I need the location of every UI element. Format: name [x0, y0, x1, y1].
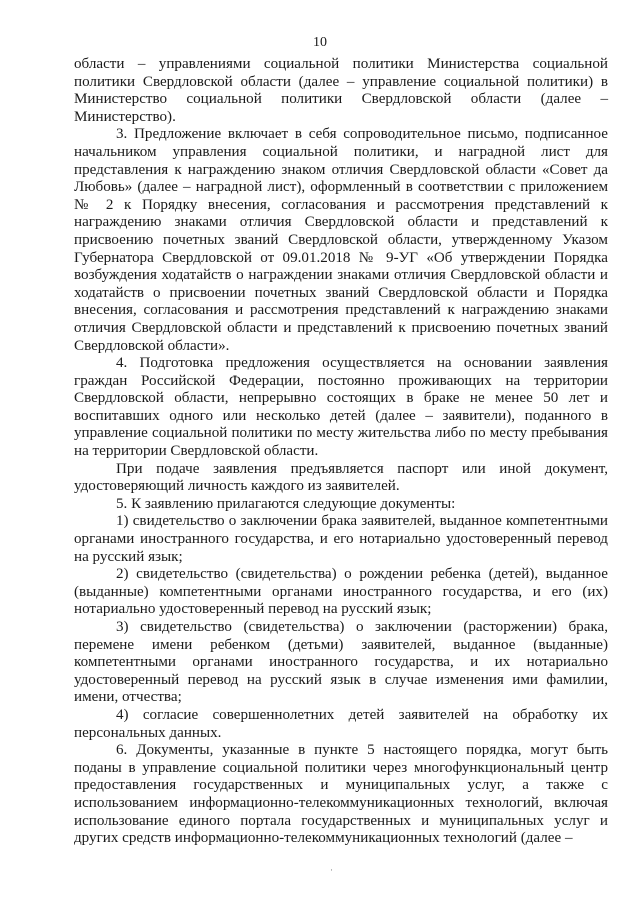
list-item-1: 1) свидетельство о заключении брака заявителей, выданное компетентными органами иностранного государства, и его нотариально удостоверенный перевод на русский язык;: [74, 513, 608, 565]
page-mark-dot: ·: [330, 865, 333, 875]
paragraph-item-6: 6. Документы, указанные в пункте 5 настоящего порядка, могут быть поданы в управление социальной политики через многофункциональный центр предоставления государственных и муниципальных услуг, а также с использованием информационно-телекоммуникационных технологий, включая использование единого портала государственных и муниципальных услуг и других средств информационно-телекоммуникационных технологий (далее –: [74, 742, 608, 847]
paragraph-passport: При подаче заявления предъявляется паспорт или иной документ, удостоверяющий личность каждого из заявителей.: [74, 460, 608, 495]
document-body: [74, 56, 608, 848]
list-item-2: 2) свидетельство (свидетельства) о рождении ребенка (детей), выданное (выданные) компетентными органами иностранного государства, и его (их) нотариально удостоверенный перевод на русский язык;: [74, 566, 608, 618]
paragraph-item-5: 5. К заявлению прилагаются следующие документы:: [116, 495, 456, 512]
list-item-3: 3) свидетельство (свидетельства) о заключении (расторжении) брака, перемене имени ребенком (детьми) заявителей, выданное (выданные) компетентными органами иностранного государства, и их нотариально удостоверенный перевод на русский язык в случае изменения ими фамилии, имени, отчества;: [74, 619, 608, 706]
list-item-4: 4) согласие совершеннолетних детей заявителей на обработку их персональных данных.: [74, 706, 608, 741]
paragraph-item-3: 3. Предложение включает в себя сопроводительное письмо, подписанное начальником управления социальной политики, и наградной лист для представления к награждению знаком отличия Свердловской области «Совет да Любовь» (далее – наградной лист), оформленный в соответствии с приложением № 2 к Порядку внесения, согласования и рассмотрения представлений к награждению знаками отличия Свердловской области и представлений к присвоению почетных званий Свердловской области, утвержденному Указом Губернатора Свердловской от 09.01.2018 № 9-УГ «Об утверждении Порядка возбуждения ходатайств о награждении знаками отличия Свердловской области и ходатайств о присвоении почетных званий Свердловской области и Порядка внесения, согласования и рассмотрения представлений к награждению знаками отличия Свердловской области и представлений к присвоению почетных званий Свердловской области».: [74, 126, 608, 354]
paragraph-item-4: 4. Подготовка предложения осуществляется на основании заявления граждан Российской Федерации, постоянно проживающих на территории Свердловской области, непрерывно состоящих в браке не менее 50 лет и воспитавших одного или несколько детей (далее – заявители), поданного в управление социальной политики по месту жительства либо по месту пребывания на территории Свердловской области.: [74, 355, 608, 460]
paragraph-continuation: области – управлениями социальной политики Министерства социальной политики Свердловской области (далее – управление социальной политики) в Министерство социальной политики Свердловской области (далее – Министерство).: [74, 56, 608, 125]
page-number: 10: [313, 35, 327, 50]
